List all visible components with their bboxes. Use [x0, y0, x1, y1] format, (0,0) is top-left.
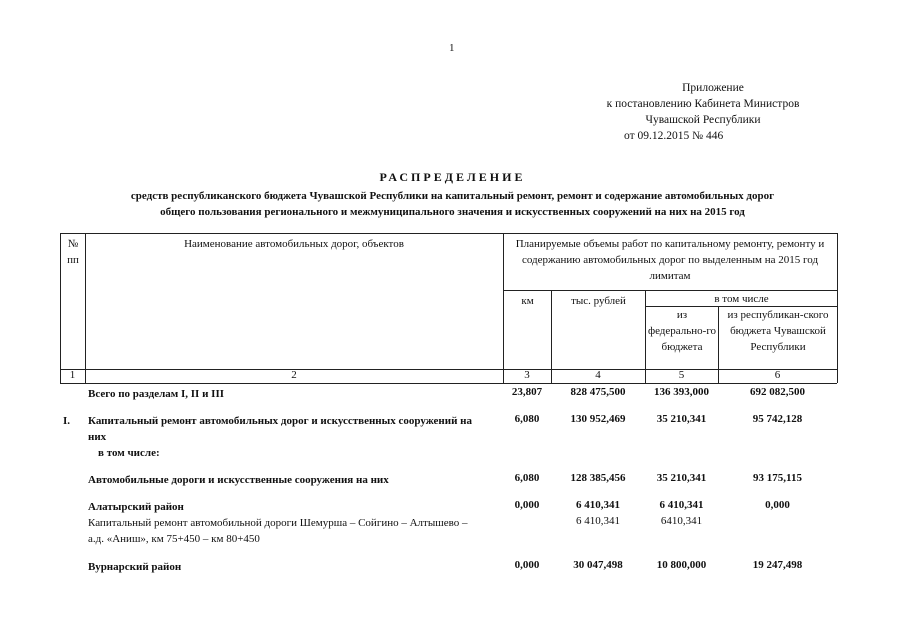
- header-col-thousand-rubles: тыс. рублей: [571, 295, 626, 307]
- row-federal: 6 410,341: [659, 499, 704, 511]
- index-cell: 1: [69, 369, 76, 381]
- row-republic: 0,000: [765, 499, 790, 511]
- document-title: РАСПРЕДЕЛЕНИЕ: [379, 170, 526, 184]
- row-km: 0,000: [514, 559, 540, 571]
- row-rubles: 828 475,500: [570, 386, 626, 398]
- appendix-date-line: от 09.12.2015 № 446: [624, 130, 724, 142]
- subtitle-line-2: общего пользования регионального и межмуниципального значения и искусственных сооружений на них на 2015 год: [160, 206, 745, 218]
- subtitle-line-1: средств республиканского бюджета Чувашской Республики на капитальный ремонт, ремонт и содержание автомобильных дорог: [130, 190, 775, 202]
- row-republic: 19 247,498: [752, 559, 803, 571]
- row-name: Алатырский район: [88, 501, 184, 513]
- row-republic: 692 082,500: [750, 386, 805, 398]
- row-km: 6,080: [514, 472, 540, 484]
- document-subtitle: [40, 188, 865, 220]
- appendix-line-2: к постановлению Кабинета Министров: [606, 98, 800, 110]
- appendix-block: [588, 80, 818, 144]
- header-col-km: км: [521, 295, 534, 307]
- row-rubles: 128 385,456: [570, 472, 626, 484]
- row-federal: 6410,341: [660, 515, 703, 527]
- row-rubles: 130 952,469: [570, 413, 626, 425]
- row-km: 23,807: [511, 386, 543, 398]
- header-col-including: в том числе: [714, 293, 769, 305]
- index-cell: 6: [774, 369, 781, 381]
- row-republic: 93 175,115: [753, 472, 802, 484]
- row-name: Автомобильные дороги и искусственные сооружения на них: [88, 474, 389, 486]
- row-km: 0,000: [514, 499, 540, 511]
- row-name: Капитальный ремонт автомобильной дороги Шемурша – Сойгино – Алтышево – а.д. «Аниш», км 75+450 – км 80+450: [88, 517, 468, 545]
- row-rubles: 6 410,341: [576, 499, 620, 511]
- row-rubles: 6 410,341: [576, 515, 620, 527]
- row-federal: 35 210,341: [656, 472, 707, 484]
- row-number: I.: [63, 415, 71, 427]
- index-cell: 2: [291, 369, 297, 381]
- index-cell: 5: [678, 369, 685, 381]
- index-cell: 3: [524, 369, 530, 381]
- row-rubles: 30 047,498: [573, 559, 623, 571]
- header-col-planned: Планируемые объемы работ по капитальному ремонту, ремонту и содержанию автомобильных дорог по выделенным на 2015 год лимитам: [515, 238, 825, 282]
- appendix-line-1: Приложение: [682, 82, 744, 94]
- row-subtitle: в том числе:: [98, 447, 160, 459]
- header-col-name: Наименование автомобильных дорог, объектов: [184, 238, 404, 250]
- header-col-federal: из федерально-го бюджета: [647, 309, 717, 353]
- row-name: Всего по разделам I, II и III: [88, 388, 225, 400]
- row-federal: 35 210,341: [656, 413, 707, 425]
- row-federal: 136 393,000: [654, 386, 709, 398]
- page-number: 1: [449, 42, 455, 54]
- header-col-number: № пп: [67, 238, 79, 266]
- row-name: Вурнарский район: [88, 561, 182, 573]
- row-republic: 95 742,128: [752, 413, 803, 425]
- header-col-republic: из республикан-ского бюджета Чувашской Республики: [727, 309, 829, 353]
- row-km: 6,080: [514, 413, 540, 425]
- appendix-line-3: Чувашской Республики: [645, 114, 761, 126]
- row-federal: 10 800,000: [656, 559, 707, 571]
- row-name: Капитальный ремонт автомобильных дорог и искусственных сооружений на них: [88, 415, 473, 443]
- index-cell: 4: [595, 369, 601, 381]
